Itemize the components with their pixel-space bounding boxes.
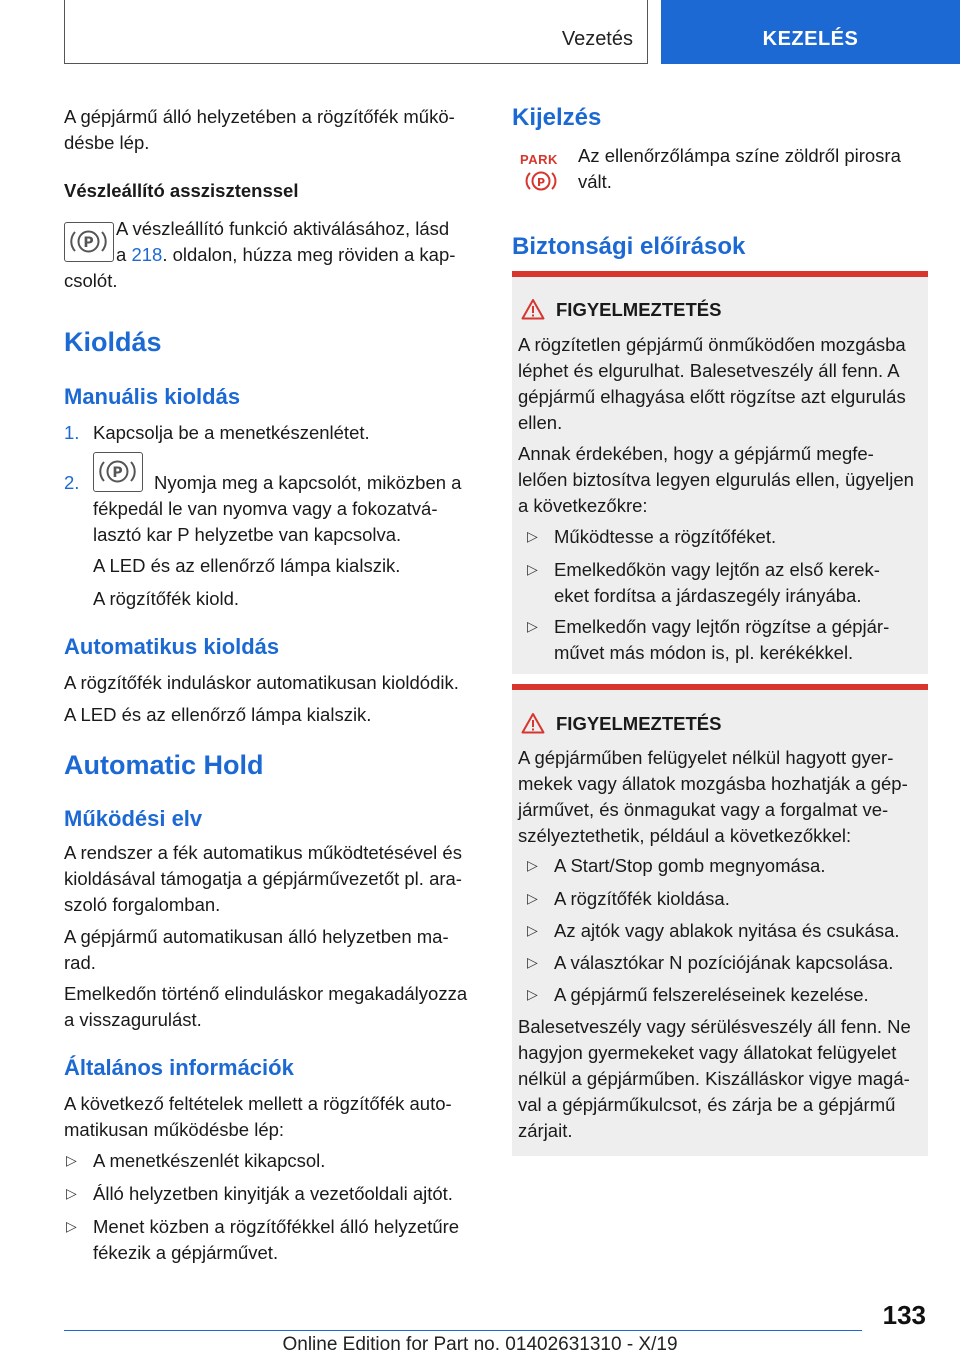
- triangle-right-icon: ▷: [66, 1218, 77, 1234]
- step-1-number: 1.: [64, 422, 80, 443]
- warning-triangle-icon: [521, 712, 545, 734]
- warning-1-item-2-line-2: eket fordítsa a járdaszegély irányába.: [554, 585, 862, 606]
- svg-text:P: P: [83, 235, 94, 251]
- warning-1-title: FIGYELMEZTETÉS: [556, 299, 722, 320]
- assist-line-3: csolót.: [64, 270, 118, 291]
- warning-2-p2-line-4: val a gépjárműkulcsot, és zárja be a gépjármű: [518, 1094, 896, 1115]
- intro-line-1: A gépjármű álló helyzetében a rögzítőfék műkö-: [64, 106, 455, 127]
- principle-p3-line-1: Emelkedőn történő elinduláskor megakadályozza: [64, 983, 468, 1004]
- info-item-3-line-1: Menet közben a rögzítőfékkel álló helyzetűre: [93, 1216, 460, 1237]
- heading-safety: Biztonsági előírások: [512, 233, 746, 260]
- triangle-right-icon: ▷: [527, 922, 538, 938]
- kijelzes-line-1: Az ellenőrzőlámpa színe zöldről pirosra: [578, 145, 901, 166]
- warning-2-item-5: A gépjármű felszereléseinek kezelése.: [554, 984, 869, 1005]
- step-2-note-1: A LED és az ellenőrző lámpa kialszik.: [93, 555, 401, 576]
- heading-auto-release: Automatikus kioldás: [64, 634, 280, 659]
- warning-2-p1-line-4: szélyeztethetik, például a következőkkel:: [518, 825, 852, 846]
- warning-2-item-4: A választókar N pozíciójának kapcsolása.: [554, 952, 894, 973]
- heading-kioldas: Kioldás: [64, 327, 162, 357]
- kijelzes-line-2: vált.: [578, 171, 612, 192]
- warning-1-item-2-line-1: Emelkedőkön vagy lejtőn az első kerek-: [554, 559, 880, 580]
- principle-p2-line-1: A gépjármű automatikusan álló helyzetben ma-: [64, 926, 449, 947]
- warning-1-p1-line-4: ellen.: [518, 412, 563, 433]
- heading-kijelzes: Kijelzés: [512, 104, 602, 131]
- warning-1-item-3-line-1: Emelkedőn vagy lejtőn rögzítse a gépjár-: [554, 616, 890, 637]
- warning-2-item-2: A rögzítőfék kioldása.: [554, 888, 730, 909]
- step-2-line-3: lasztó kar P helyzetbe van kapcsolva.: [93, 524, 402, 545]
- warning-2-item-3: Az ajtók vagy ablakok nyitása és csukása.: [554, 920, 900, 941]
- assist-line-1: A vészleállító funkció aktiválásához, lásd: [116, 218, 450, 239]
- info-item-1: A menetkészenlét kikapcsol.: [93, 1150, 326, 1171]
- triangle-right-icon: ▷: [527, 890, 538, 906]
- info-item-2: Álló helyzetben kinyitják a vezetőoldali ajtót.: [93, 1183, 453, 1204]
- triangle-right-icon: ▷: [527, 954, 538, 970]
- parking-brake-icon: [64, 222, 114, 262]
- warning-triangle-icon: [521, 298, 545, 320]
- step-2-number: 2.: [64, 472, 80, 493]
- step-2-note-2: A rögzítőfék kiold.: [93, 588, 240, 609]
- principle-p1-line-1: A rendszer a fék automatikus működtetésével és: [64, 842, 462, 863]
- heading-manual: Manuális kioldás: [64, 384, 241, 409]
- warning-2-p1-line-3: járművet, és önmagukat vagy a forgalmat ve-: [518, 799, 889, 820]
- assist-heading: Vészleállító asszisztenssel: [64, 180, 299, 201]
- heading-general-info: Általános információk: [64, 1055, 294, 1080]
- step-2-line-2: fékpedál le van nyomva vagy a fokozatvá-: [93, 498, 438, 519]
- principle-p2-line-2: rad.: [64, 952, 96, 973]
- triangle-right-icon: ▷: [527, 528, 538, 544]
- footer-edition: Online Edition for Part no. 01402631310 - X/19: [282, 1334, 678, 1355]
- warning-1-p2-line-2: lelően biztosítva legyen elgurulás ellen, ügyeljen: [518, 469, 914, 490]
- park-indicator-icon: [518, 152, 564, 194]
- step-1-text: Kapcsolja be a menetkészenlétet.: [93, 422, 370, 443]
- triangle-right-icon: ▷: [66, 1152, 77, 1168]
- intro-line-2: désbe lép.: [64, 132, 150, 153]
- header-chapter-title: KEZELÉS: [762, 28, 859, 50]
- info-item-3-line-2: fékezik a gépjárművet.: [93, 1242, 279, 1263]
- triangle-right-icon: ▷: [527, 857, 538, 873]
- header-section-box: [64, 0, 648, 64]
- footer-divider: [64, 1330, 862, 1331]
- page-reference-link[interactable]: 218: [131, 244, 163, 265]
- warning-1-item-3-line-2: művet más módon is, pl. kerékékkel.: [554, 642, 854, 663]
- triangle-right-icon: ▷: [66, 1185, 77, 1201]
- header-chapter-tab: [661, 0, 960, 64]
- triangle-right-icon: ▷: [527, 986, 538, 1002]
- warning-2-title: FIGYELMEZTETÉS: [556, 713, 722, 734]
- heading-automatic-hold: Automatic Hold: [64, 750, 264, 780]
- principle-p1-line-2: kioldásával támogatja a gépjárművezetőt pl. ara-: [64, 868, 462, 889]
- assist-line-2: a 218. oldalon, húzza meg röviden a kap-: [116, 244, 456, 265]
- warning-2-p2-line-5: zárjait.: [518, 1120, 573, 1141]
- warning-2-p1-line-2: mekek vagy állatok mozgásba hozhatják a gép-: [518, 773, 908, 794]
- principle-p1-line-3: szoló forgalomban.: [64, 894, 221, 915]
- info-intro-line-1: A következő feltételek mellett a rögzítőfék auto-: [64, 1093, 452, 1114]
- warning-1-p1-line-1: A rögzítetlen gépjármű önműködően mozgásba: [518, 334, 906, 355]
- auto-release-text-1: A rögzítőfék induláskor automatikusan kioldódik.: [64, 672, 459, 693]
- warning-2-p1-line-1: A gépjárműben felügyelet nélkül hagyott gyer-: [518, 747, 894, 768]
- header-section-title: Vezetés: [561, 28, 633, 50]
- heading-operating-principle: Működési elv: [64, 806, 203, 831]
- warning-2-p2-line-3: nélkül a gépjárműben. Kiszálláskor vigye magá-: [518, 1068, 910, 1089]
- warning-1-p1-line-3: gépjármű elhagyása előtt rögzítse azt elgurulás: [518, 386, 906, 407]
- warning-1-item-1: Működtesse a rögzítőféket.: [554, 526, 777, 547]
- warning-1-p1-line-2: léphet és elgurulhat. Balesetveszély áll fenn. A: [518, 360, 900, 381]
- principle-p3-line-2: a visszagurulást.: [64, 1009, 202, 1030]
- warning-2-p2-line-2: hagyjon gyermekeket vagy állatokat felügyelet: [518, 1042, 897, 1063]
- warning-2-p2-line-1: Balesetveszély vagy sérülésveszély áll fenn. Ne: [518, 1016, 911, 1037]
- auto-release-text-2: A LED és az ellenőrző lámpa kialszik.: [64, 704, 372, 725]
- warning-2-item-1: A Start/Stop gomb megnyomása.: [554, 855, 826, 876]
- parking-brake-switch-icon: [93, 452, 143, 492]
- page-number: 133: [882, 1300, 926, 1330]
- warning-1-p2-line-3: a következőkre:: [518, 495, 648, 516]
- svg-text:P: P: [536, 176, 546, 189]
- warning-1-p2-line-1: Annak érdekében, hogy a gépjármű megfe-: [518, 443, 874, 464]
- park-indicator-label: PARK: [520, 152, 558, 167]
- info-intro-line-2: matikusan működésbe lép:: [64, 1119, 285, 1140]
- svg-text:P: P: [112, 465, 123, 481]
- triangle-right-icon: ▷: [527, 618, 538, 634]
- step-2-line-1: Nyomja meg a kapcsolót, miközben a: [154, 472, 462, 493]
- triangle-right-icon: ▷: [527, 561, 538, 577]
